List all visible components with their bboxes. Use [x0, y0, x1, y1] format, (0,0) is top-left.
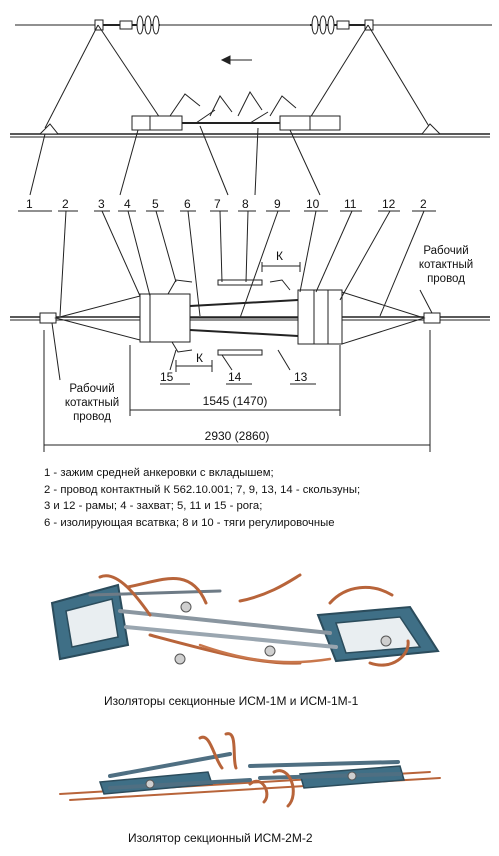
- clamp-right: [422, 124, 440, 134]
- direction-arrow-icon: [222, 56, 252, 64]
- callout-6: 6: [184, 197, 191, 211]
- callout-1: 1: [26, 197, 33, 211]
- callout-14: 14: [228, 370, 242, 384]
- clamp-left: [40, 124, 58, 134]
- caption-photo-2: Изолятор секционный ИСМ-2М-2: [128, 831, 313, 845]
- legend: [44, 465, 484, 531]
- wire-label-left-3: провод: [73, 411, 111, 423]
- wire-label-right-2: котактный: [418, 259, 474, 271]
- callout-15: 15: [160, 370, 174, 384]
- wire-clamp-right: [424, 313, 440, 323]
- k-label-top: К: [276, 249, 283, 263]
- dimension-outer: 2930 (2860): [204, 429, 270, 443]
- photo-ism-2m-2: [0, 728, 499, 818]
- dimension-inner: 1545 (1470): [202, 394, 268, 408]
- callout-5: 5: [152, 197, 159, 211]
- callout-2: 2: [62, 197, 69, 211]
- callout-10: 10: [306, 197, 320, 211]
- suspension-insulator-left: [95, 16, 160, 34]
- wire-label-right-3: провод: [427, 273, 465, 285]
- caption-photo-1: Изоляторы секционные ИСМ-1М и ИСМ-1М-1: [104, 694, 359, 708]
- callout-12: 12: [382, 197, 396, 211]
- callout-7: 7: [214, 197, 221, 211]
- k-label-bottom: К: [196, 351, 203, 365]
- callout-11: 11: [344, 197, 357, 211]
- wire-label-left-2: котактный: [64, 397, 120, 409]
- legend-line-4: 6 - изолирующая всатвка; 8 и 10 - тяги регулировочные: [44, 516, 335, 529]
- callout-8: 8: [242, 197, 249, 211]
- wire-label-right-1: Рабочий: [423, 245, 469, 257]
- callout-4: 4: [124, 197, 131, 211]
- wire-label-left-1: Рабочий: [69, 383, 115, 395]
- callout-2-right: 2: [420, 197, 427, 211]
- photo-ism-1m: [0, 555, 499, 685]
- callout-3: 3: [98, 197, 105, 211]
- legend-line-3: 3 и 12 - рамы; 4 - захват; 5, 11 и 15 - рога;: [44, 500, 263, 512]
- legend-line-1: 1 - зажим средней анкеровки с вкладышем;: [44, 467, 274, 479]
- callout-leaders-top: [30, 126, 320, 195]
- wire-clamp-left: [40, 313, 56, 323]
- callout-13: 13: [294, 370, 308, 384]
- legend-line-2: 2 - провод контактный К 562.10.001; 7, 9, 13, 14 - скользуны;: [44, 483, 361, 496]
- callout-9: 9: [274, 197, 281, 211]
